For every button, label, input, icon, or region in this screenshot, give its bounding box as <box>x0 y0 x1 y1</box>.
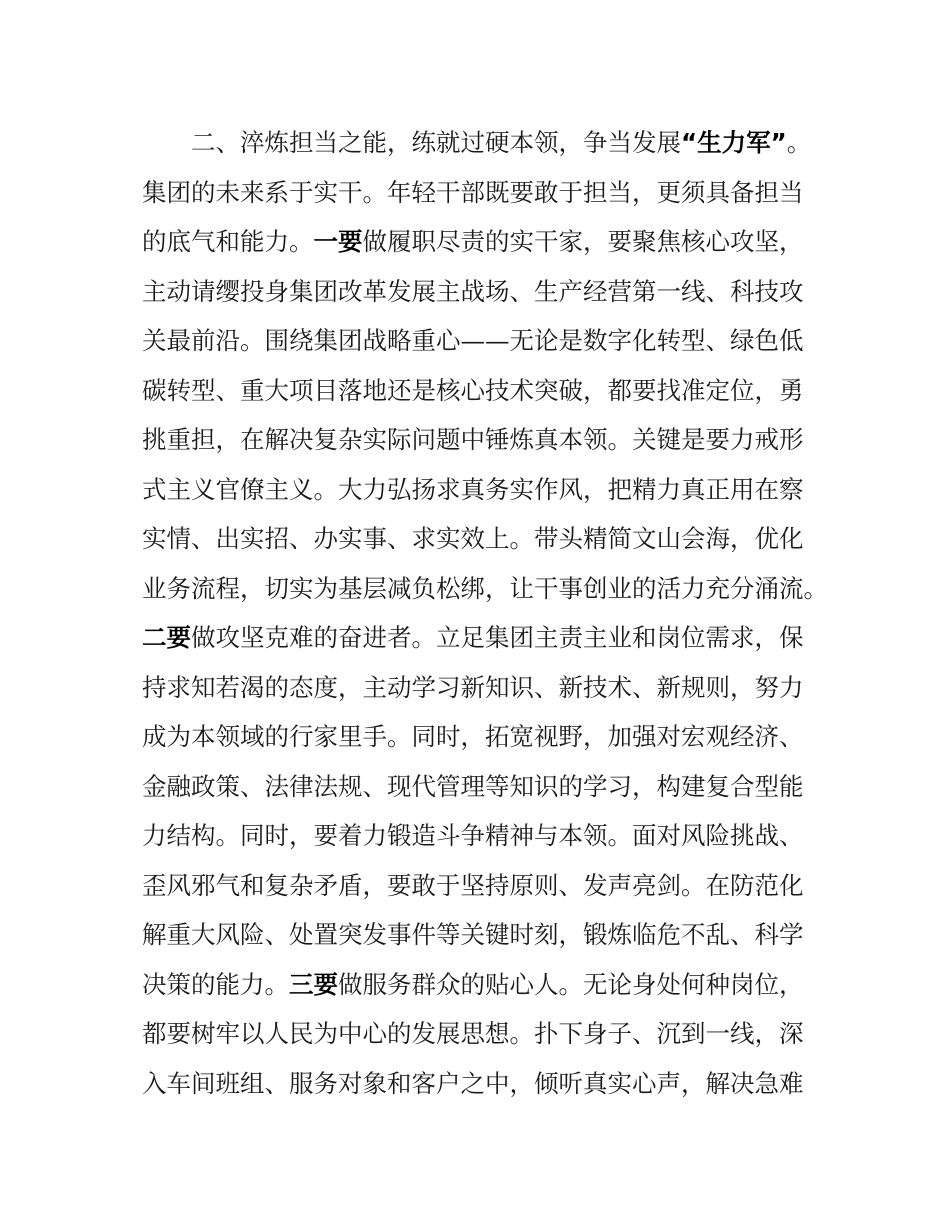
body-text: 主动请缨投身集团改革发展主战场、生产经营第一线、科技攻 <box>142 276 804 306</box>
body-text: 入车间班组、服务对象和客户之中，倾听真实心声，解决急难 <box>142 1068 804 1098</box>
body-text: 解重大风险、处置突发事件等关键时刻，锻炼临危不乱、科学 <box>142 920 804 949</box>
body-text: 做服务群众的贴心人。无论身处何种岗位， <box>338 969 804 999</box>
text-line <box>142 366 832 416</box>
emphasis-text: 三要 <box>289 969 338 999</box>
text-line <box>142 267 832 317</box>
body-text: 都要树牢以人民为中心的发展思想。扑下身子、沉到一线，深 <box>142 1019 804 1048</box>
text-line <box>142 960 832 1010</box>
body-text: 金融政策、法律法规、现代管理等知识的学习，构建复合型能 <box>142 771 804 801</box>
body-text: 持求知若渴的态度，主动学习新知识、新技术、新规则，努力 <box>142 672 804 702</box>
body-text: 式主义官僚主义。大力弘扬求真务实作风，把精力真正用在察 <box>142 474 804 504</box>
text-line <box>142 514 832 564</box>
text-line <box>142 811 832 861</box>
emphasis-text: 二要 <box>142 623 191 652</box>
text-line <box>142 217 832 267</box>
body-text: 决策的能力。 <box>142 969 289 999</box>
text-line <box>142 465 832 515</box>
text-line <box>142 663 832 713</box>
body-text: 挑重担，在解决复杂实际问题中锤炼真本领。关键是要力戒形 <box>142 425 804 454</box>
emphasis-text: 一要 <box>313 227 363 256</box>
text-line <box>142 712 832 762</box>
body-text: 的底气和能力。 <box>142 227 314 256</box>
text-line <box>142 861 832 911</box>
body-text: 关最前沿。围绕集团战略重心——无论是数字化转型、绿色低 <box>142 326 804 355</box>
body-text: 实情、出实招、办实事、求实效上。带头精简文山会海，优化 <box>142 524 804 553</box>
text-line <box>142 613 832 663</box>
body-text: 。 <box>786 128 812 157</box>
text-line <box>142 1059 832 1109</box>
body-text: 做攻坚克难的奋进者。立足集团主责主业和岗位需求，保 <box>191 623 804 652</box>
body-paragraph <box>142 118 832 1108</box>
text-line <box>142 118 832 168</box>
body-text: 力结构。同时，要着力锻造斗争精神与本领。面对风险挑战、 <box>142 821 804 850</box>
text-line <box>142 762 832 812</box>
body-text: 业务流程，切实为基层减负松绑，让干事创业的活力充分涌流。 <box>142 573 828 603</box>
body-text: 集团的未来系于实干。年轻干部既要敢于担当，更须具备担当 <box>142 177 804 207</box>
body-text: 做履职尽责的实干家，要聚焦核心攻坚， <box>362 227 804 256</box>
text-line <box>142 415 832 465</box>
text-line <box>142 1009 832 1059</box>
text-line <box>142 910 832 960</box>
body-text: 成为本领域的行家里手。同时，拓宽视野，加强对宏观经济、 <box>142 722 804 751</box>
body-text: 歪风邪气和复杂矛盾，要敢于坚持原则、发声亮剑。在防范化 <box>142 870 804 900</box>
body-text: 二、淬炼担当之能，练就过硬本领，争当发展 <box>191 128 681 157</box>
body-text: 碳转型、重大项目落地还是核心技术突破，都要找准定位，勇 <box>142 375 804 405</box>
emphasis-text: “生力军” <box>681 128 787 157</box>
text-line <box>142 564 832 614</box>
text-line <box>142 168 832 218</box>
text-line <box>142 316 832 366</box>
